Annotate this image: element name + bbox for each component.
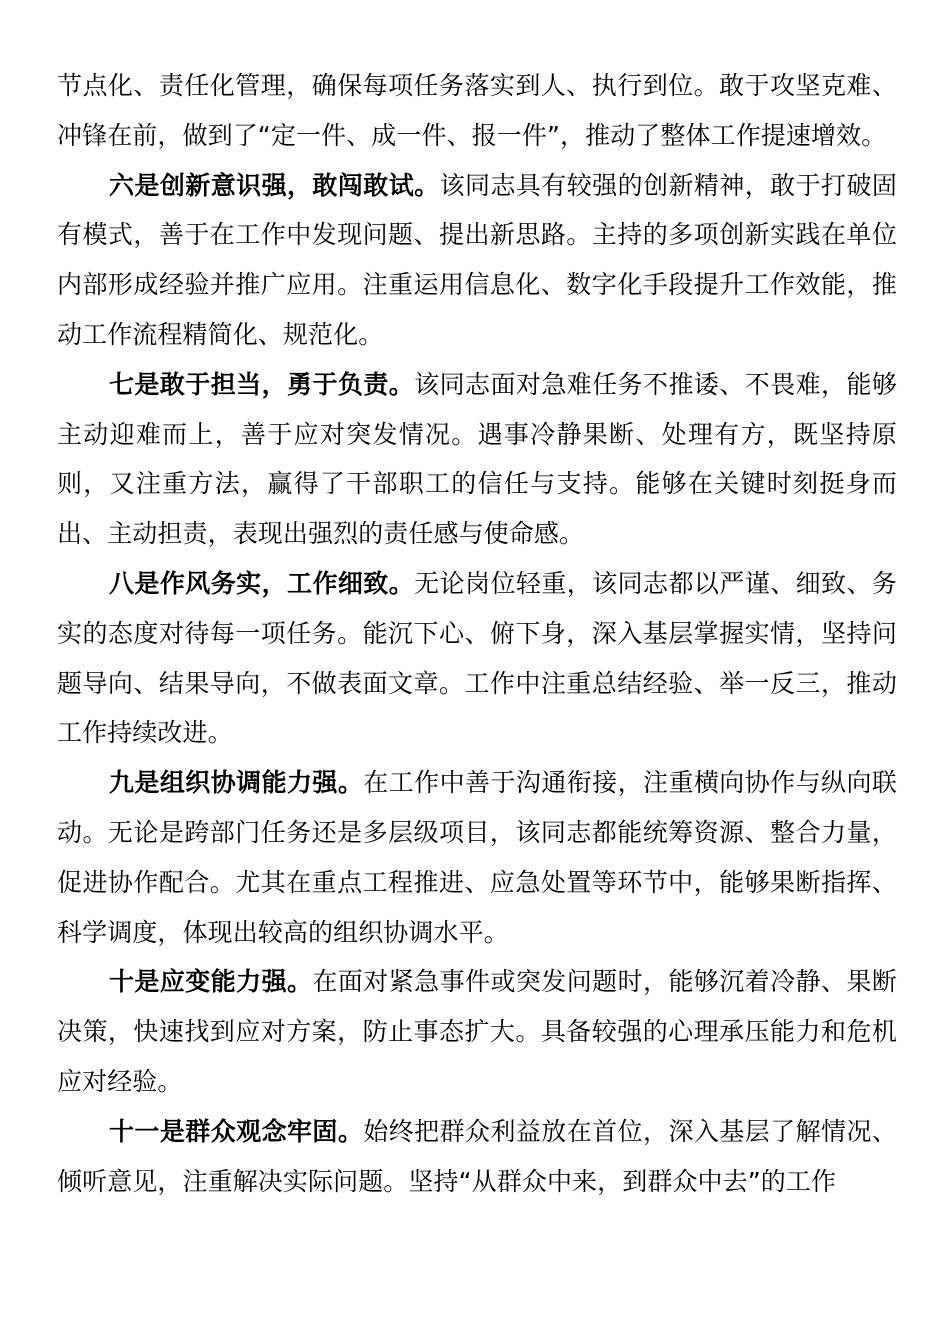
- paragraph-text: 在工作中善于沟通衔接，注重横向协作与纵向联动。无论是跨部门任务还是多层级项目，该同志都能统筹资源、整合力量，促进协作配合。尤其在重点工程推进、应急处置等环节中，能够果断指挥、科学调度，体现出较高的组织协调水平。: [57, 768, 897, 947]
- document-page: [57, 61, 897, 1206]
- paragraph-item-9: [57, 758, 897, 957]
- paragraph-heading: 十是应变能力强。: [109, 967, 313, 997]
- paragraph-item-11: [57, 1107, 897, 1207]
- paragraph-item-8: [57, 559, 897, 758]
- paragraph-heading: 八是作风务实，工作细致。: [109, 568, 415, 598]
- paragraph-heading: 十一是群众观念牢固。: [109, 1116, 364, 1146]
- paragraph-heading: 七是敢于担当，勇于负责。: [109, 369, 415, 399]
- paragraph-item-10: [57, 957, 897, 1106]
- paragraph-text: 节点化、责任化管理，确保每项任务落实到人、执行到位。敢于攻坚克难、冲锋在前，做到了“定一件、成一件、报一件”，推动了整体工作提速增效。: [57, 71, 897, 150]
- paragraph-text: 该同志具有较强的创新精神，敢于打破固有模式，善于在工作中发现问题、提出新思路。主持的多项创新实践在单位内部形成经验并推广应用。注重运用信息化、数字化手段提升工作效能，推动工作流程精简化、规范化。: [57, 170, 897, 349]
- paragraph-continuation: [57, 61, 897, 161]
- paragraph-text: 始终把群众利益放在首位，深入基层了解情况、倾听意见，注重解决实际问题。坚持“从群众中来，到群众中去”的工作: [57, 1116, 897, 1196]
- paragraph-text: 无论岗位轻重，该同志都以严谨、细致、务实的态度对待每一项任务。能沉下心、俯下身，深入基层掌握实情，坚持问题导向、结果导向，不做表面文章。工作中注重总结经验、举一反三，推动工作持续改进。: [57, 568, 898, 748]
- paragraph-text: 在面对紧急事件或突发问题时，能够沉着冷静、果断决策，快速找到应对方案，防止事态扩大。具备较强的心理承压能力和危机应对经验。: [57, 967, 897, 1096]
- paragraph-item-6: [57, 161, 897, 360]
- paragraph-item-7: [57, 360, 897, 559]
- paragraph-heading: 六是创新意识强，敢闯敢试。: [109, 170, 440, 200]
- paragraph-text: 该同志面对急难任务不推诿、不畏难，能够主动迎难而上，善于应对突发情况。遇事冷静果断、处理有方，既坚持原则，又注重方法，赢得了干部职工的信任与支持。能够在关键时刻挺身而出、主动担责，表现出强烈的责任感与使命感。: [57, 369, 898, 549]
- paragraph-heading: 九是组织协调能力强。: [109, 768, 364, 798]
